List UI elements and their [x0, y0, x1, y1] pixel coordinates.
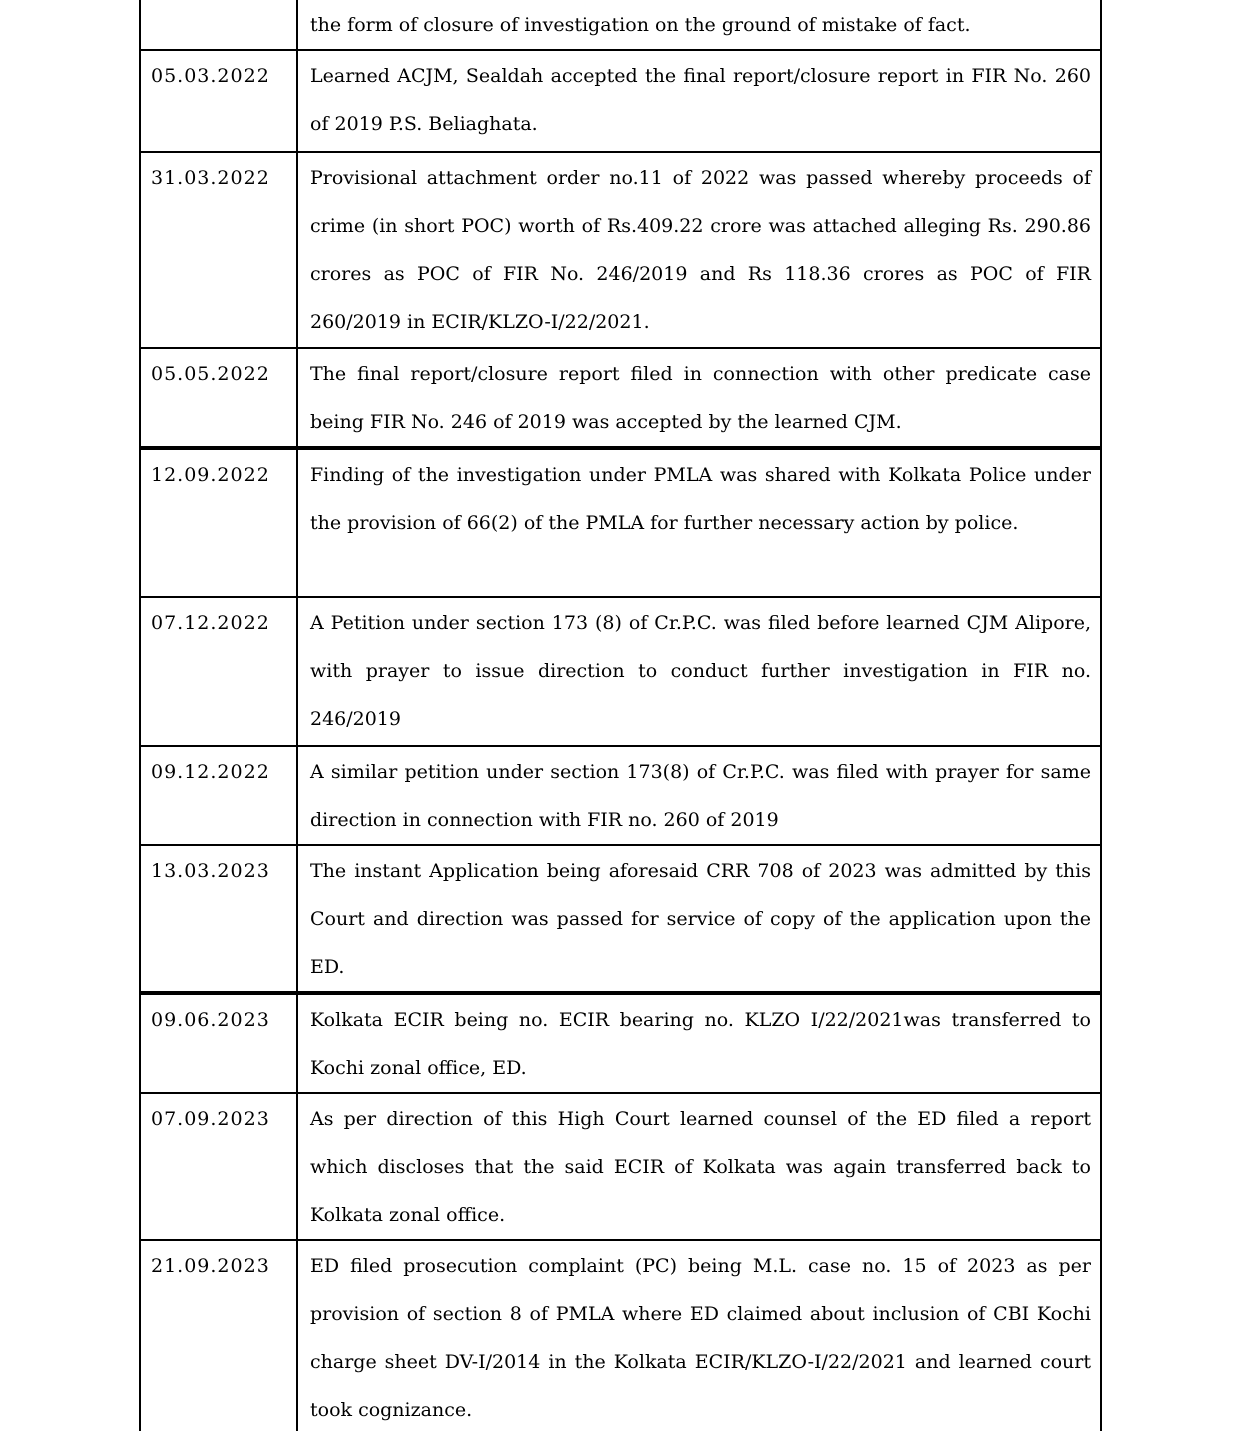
table-row [141, 745, 1100, 844]
table-row [141, 844, 1100, 991]
date-cell: 09.12.2022 [141, 747, 298, 844]
table-row [141, 1092, 1100, 1239]
date-cell: 12.09.2022 [141, 450, 298, 596]
date-cell: 21.09.2023 [141, 1241, 298, 1431]
description-cell: As per direction of this High Court learned counsel of the ED filed a report which discloses that the said ECIR of Kolkata was again transferred back to Kolkata zonal office. [310, 1108, 1091, 1226]
date-cell [141, 0, 298, 49]
table-row [141, 596, 1100, 745]
table-row [141, 49, 1100, 151]
table-row [141, 991, 1100, 1092]
description-cell: the form of closure of investigation on the ground of mistake of fact. [310, 14, 971, 36]
description-cell: Kolkata ECIR being no. ECIR bearing no. KLZO I/22/2021was transferred to Kochi zonal office, ED. [310, 1009, 1091, 1079]
table-row [141, 446, 1100, 596]
table-row [141, 0, 1100, 49]
description-cell: Provisional attachment order no.11 of 2022 was passed whereby proceeds of crime (in short POC) worth of Rs.409.22 crore was attached alleging Rs. 290.86 crores as POC of FIR No. 246/2019 and Rs 118.36 crores as POC of FIR 260/2019 in ECIR/KLZO-I/22/2021. [310, 167, 1091, 333]
date-cell: 05.05.2022 [141, 349, 298, 446]
description-cell: The final report/closure report filed in connection with other predicate case being FIR No. 246 of 2019 was accepted by the learned CJM. [310, 363, 1091, 433]
date-cell: 13.03.2023 [141, 846, 298, 991]
description-cell: The instant Application being aforesaid CRR 708 of 2023 was admitted by this Court and direction was passed for service of copy of the application upon the ED. [310, 860, 1091, 978]
chronology-table [139, 0, 1102, 1431]
description-cell: Finding of the investigation under PMLA was shared with Kolkata Police under the provision of 66(2) of the PMLA for further necessary action by police. [310, 464, 1091, 534]
table-row [141, 1239, 1100, 1431]
date-cell: 31.03.2022 [141, 153, 298, 347]
table-row [141, 347, 1100, 446]
date-cell: 07.09.2023 [141, 1094, 298, 1239]
description-cell: ED filed prosecution complaint (PC) being M.L. case no. 15 of 2023 as per provision of section 8 of PMLA where ED claimed about inclusion of CBI Kochi charge sheet DV-I/2014 in the Kolkata ECIR/KLZO-I/22/2021 and learned court took cognizance. [310, 1255, 1091, 1421]
description-cell: A similar petition under section 173(8) of Cr.P.C. was filed with prayer for same direction in connection with FIR no. 260 of 2019 [310, 761, 1091, 831]
date-cell: 05.03.2022 [141, 51, 298, 151]
date-cell: 09.06.2023 [141, 995, 298, 1092]
description-cell: A Petition under section 173 (8) of Cr.P.C. was filed before learned CJM Alipore, with prayer to issue direction to conduct further investigation in FIR no. 246/2019 [310, 612, 1091, 730]
date-cell: 07.12.2022 [141, 598, 298, 745]
description-cell: Learned ACJM, Sealdah accepted the final report/closure report in FIR No. 260 of 2019 P.S. Beliaghata. [310, 65, 1091, 135]
table-row [141, 151, 1100, 347]
